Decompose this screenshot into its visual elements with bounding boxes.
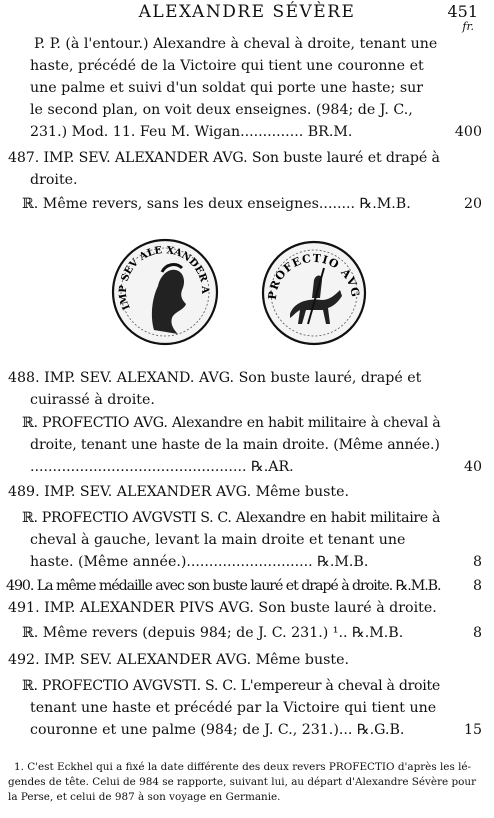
price-p3: 40 (463, 459, 482, 475)
text-line-l13: ................................................ ℞.AR. (30, 459, 294, 475)
price-p6: 8 (472, 625, 482, 641)
price-p2: 20 (463, 196, 482, 212)
text-line-l20: ℝ. Même revers (depuis 984; de J. C. 231.) ¹.. ℞.M.B. (22, 625, 404, 641)
text-line-l24: couronne et une palme (984; de J. C., 231.)... ℞.G.B. (30, 722, 405, 738)
text-line-l16: cheval à gauche, levant la main droite et tenant une (30, 532, 406, 548)
text-line-l17: haste. (Même année.)............................ ℞.M.B. (30, 554, 369, 570)
text-line-l19: 491. IMP. ALEXANDER PIVS AVG. Son buste lauré à droite. (8, 600, 437, 616)
price-p7: 15 (463, 722, 482, 738)
page-number: 451 (447, 2, 478, 21)
text-line-l4: le second plan, on voit deux enseignes. (984; de J. C., (30, 102, 413, 118)
running-header: ALEXANDRE SÉVÈRE (138, 2, 356, 22)
text-line-l1: P. P. (à l'entour.) Alexandre à cheval à droite, tenant une (34, 36, 438, 52)
coin-reverse-image (260, 240, 368, 350)
price-unit: fr. (462, 20, 474, 33)
price-p4: 8 (472, 554, 482, 570)
text-line-l12: droite, tenant une haste de la main droite. (Même année.) (30, 437, 440, 453)
text-line-l23: tenant une haste et précédé par la Victoire qui tient une (30, 700, 437, 716)
text-line-l2: haste, précédé de la Victoire qui tient une couronne et (30, 58, 424, 74)
coin-obverse-image (110, 238, 220, 350)
reverse-legend: PROFECTIO AVG (265, 251, 363, 301)
obverse-legend: IMP SEV ALE XANDER A (117, 245, 211, 312)
text-line-l6: 487. IMP. SEV. ALEXANDER AVG. Son buste lauré et drapé à (8, 150, 440, 166)
text-line-l21: 492. IMP. SEV. ALEXANDER AVG. Même buste. (8, 652, 349, 668)
text-line-l10: cuirassé à droite. (30, 392, 155, 408)
text-line-l11: ℝ. PROFECTIO AVG. Alexandre en habit militaire à cheval à (22, 415, 441, 431)
footnote-line-1: 1. C'est Eckhel qui a fixé la date différente des deux revers PROFECTIO d'après les lé- (14, 761, 472, 773)
price-p1: 400 (454, 124, 482, 140)
text-line-l9: 488. IMP. SEV. ALEXAND. AVG. Son buste lauré, drapé et (8, 370, 422, 386)
text-line-l7: droite. (30, 172, 78, 188)
price-p5: 8 (472, 578, 482, 594)
footnote-line-2: gendes de tête. Celui de 984 se rapporte, suivant lui, au départ d'Alexandre Sévère pour (8, 776, 477, 788)
text-line-l18: 490. La même médaille avec son buste lauré et drapé à droite. ℞.M.B. (6, 578, 441, 594)
text-line-l14: 489. IMP. SEV. ALEXANDER AVG. Même buste. (8, 484, 349, 500)
text-line-l22: ℝ. PROFECTIO AVGVSTI. S. C. L'empereur à cheval à droite (22, 678, 440, 694)
footnote-line-3: la Perse, et celui de 987 à son voyage en Germanie. (8, 791, 281, 803)
text-line-l5: 231.) Mod. 11. Feu M. Wigan.............. BR.M. (30, 124, 353, 140)
text-line-l3: une palme et suivi d'un soldat qui porte une haste; sur (30, 80, 424, 96)
text-line-l8: ℝ. Même revers, sans les deux enseignes........ ℞.M.B. (22, 196, 411, 212)
text-line-l15: ℝ. PROFECTIO AVGVSTI S. C. Alexandre en habit militaire à (22, 510, 441, 526)
